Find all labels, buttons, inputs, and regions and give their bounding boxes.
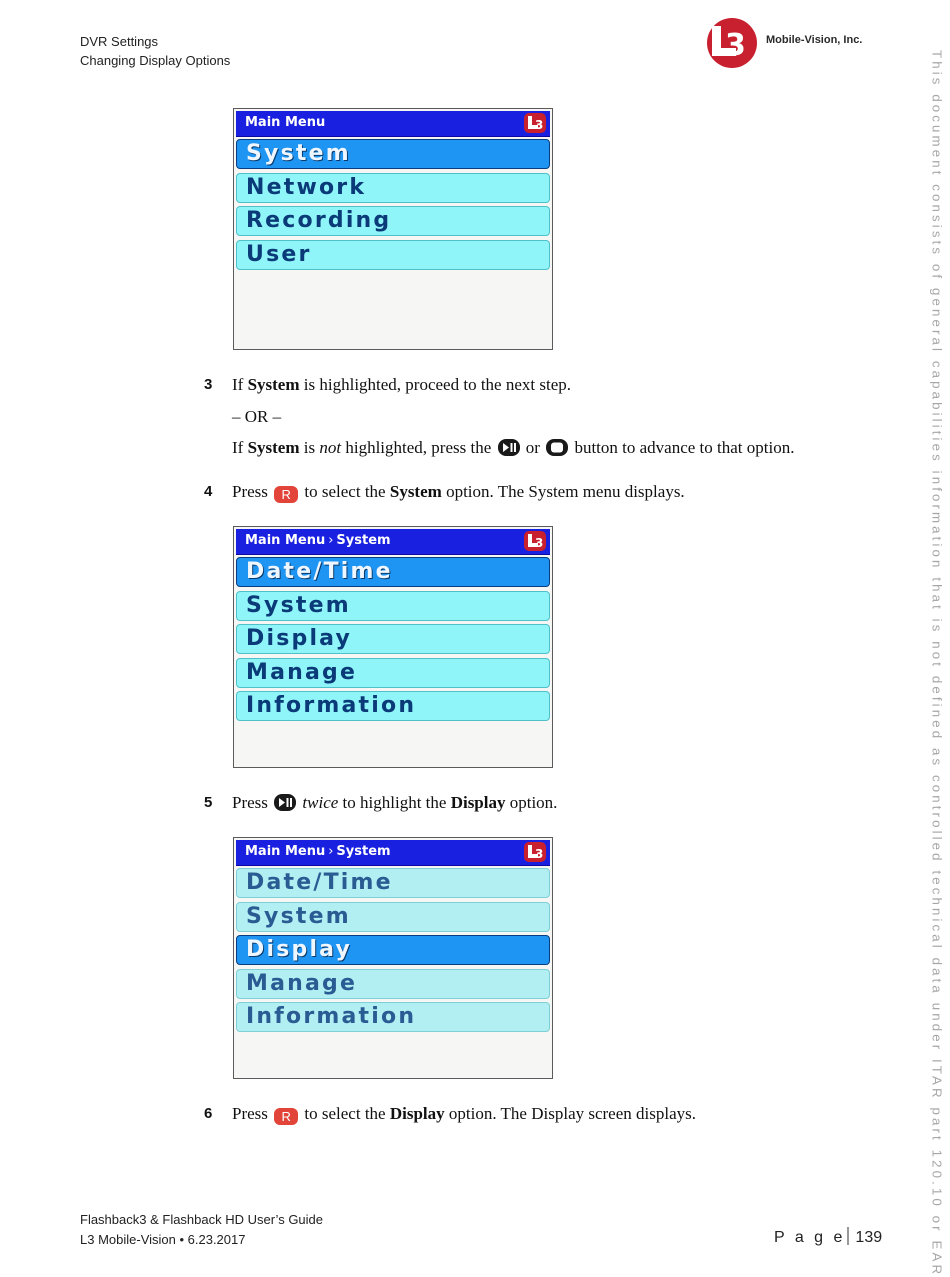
svg-text:3: 3 [725,28,746,63]
menu-title: Main Menu › System [245,844,391,859]
menu-item-date-time[interactable]: Date/Time [236,557,550,587]
menu-item-user[interactable]: User [236,240,550,270]
svg-text:3: 3 [535,536,544,550]
menu-item-date-time[interactable]: Date/Time [236,868,550,898]
l3-small-logo-icon [524,113,546,133]
step-text: Press R to select the Display option. The Display screen displays. [232,1104,696,1124]
step-number: 6 [204,1105,213,1122]
stop-button-icon [546,439,568,456]
l3-small-logo-icon [524,842,546,862]
page-divider [847,1227,849,1245]
menu-item-system[interactable]: System [236,139,550,169]
l3-logo-icon [704,17,764,69]
menu-item-display[interactable]: Display [236,624,550,654]
page-header [80,32,230,70]
step-3-or: – OR – [232,407,282,426]
menu-title: Main Menu [245,115,326,130]
step-text: Press twice to highlight the Display option. [232,793,558,812]
itar-notice-text: This document consists of general capabilities information that is not defined as controlled technical data under ITAR part 120.10 or EAR [929,50,945,1277]
menu-list [236,868,550,1036]
page-label: P a g e [774,1229,846,1246]
menu-title-bar [236,111,550,137]
menu-item-system[interactable]: System [236,591,550,621]
step-3-alt: If System is not highlighted, press the or button to advance to that option. [232,438,795,457]
menu-title-bar [236,840,550,866]
svg-text:3: 3 [535,118,544,132]
play-pause-button-icon [498,439,520,456]
menu-list [236,557,550,725]
menu-item-display[interactable]: Display [236,935,550,965]
svg-text:3: 3 [535,847,544,861]
screenshot-system-menu-display-selected [233,837,553,1079]
logo-company-name: Mobile-Vision, Inc. [766,34,863,46]
step-number: 3 [204,376,213,393]
header-section: DVR Settings [80,34,159,49]
page-num: 139 [855,1229,883,1246]
l3-logo [704,17,874,69]
breadcrumb-separator-icon: › [328,533,334,548]
itar-side-notice [929,50,945,1277]
play-pause-button-icon [274,794,296,811]
menu-item-manage[interactable]: Manage [236,658,550,688]
menu-item-recording[interactable]: Recording [236,206,550,236]
step-text: If System is highlighted, proceed to the next step. [232,375,571,394]
menu-item-information[interactable]: Information [236,691,550,721]
l3-small-logo-icon [524,531,546,551]
page-number [774,1227,882,1247]
record-button-icon: R [274,486,298,503]
menu-item-network[interactable]: Network [236,173,550,203]
step-number: 5 [204,794,213,811]
step-text: Press R to select the System option. The System menu displays. [232,482,685,502]
menu-title-bar [236,529,550,555]
screenshot-system-menu [233,526,553,768]
menu-item-system[interactable]: System [236,902,550,932]
menu-item-manage[interactable]: Manage [236,969,550,999]
page-footer [80,1210,323,1250]
footer-publisher-date: L3 Mobile-Vision • 6.23.2017 [80,1232,246,1247]
breadcrumb-separator-icon: › [328,844,334,859]
step-number: 4 [204,483,213,500]
menu-title: Main Menu › System [245,533,391,548]
menu-list [236,139,550,273]
screenshot-main-menu [233,108,553,350]
footer-guide-title: Flashback3 & Flashback HD User’s Guide [80,1212,324,1227]
record-button-icon: R [274,1108,298,1125]
menu-item-information[interactable]: Information [236,1002,550,1032]
header-subsection: Changing Display Options [80,53,231,68]
